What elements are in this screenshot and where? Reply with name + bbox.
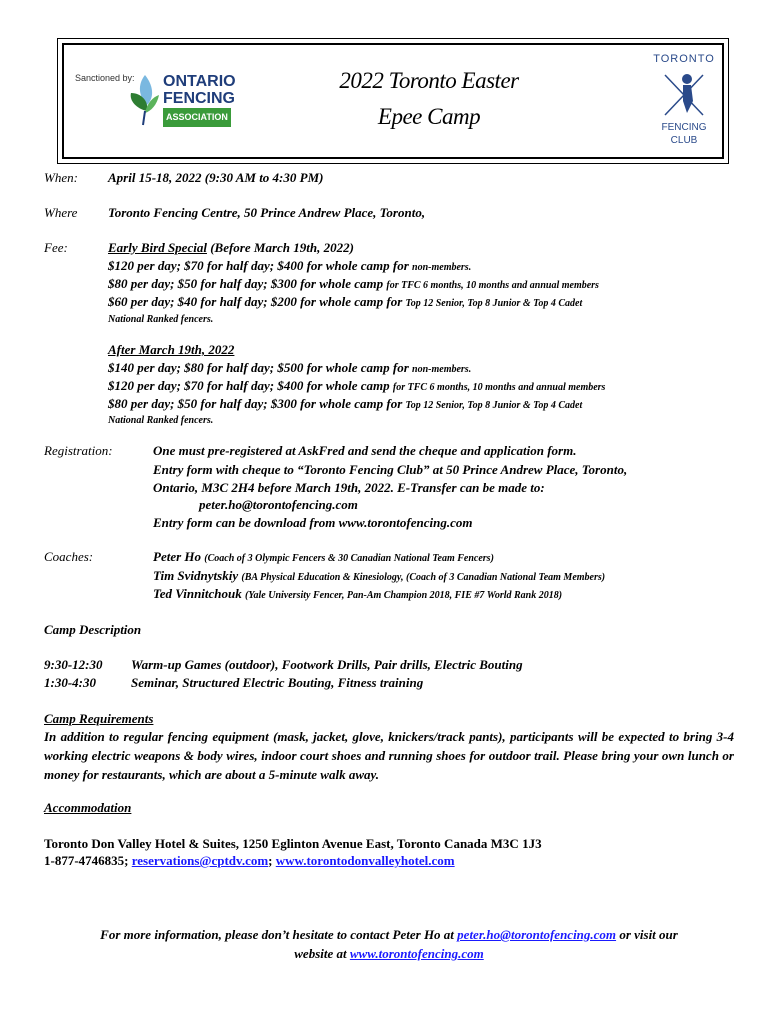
hotel-phone: 1-877-4746835;	[44, 853, 132, 868]
coach-name: Ted Vinnitchouk	[153, 586, 245, 601]
coach-note: (BA Physical Education & Kinesiology, (Coach of 3 Canadian National Team Members)	[241, 572, 606, 583]
fee-note: Top 12 Senior, Top 8 Junior & Top 4 Cadet	[405, 298, 583, 309]
schedule-time-1: 9:30-12:30	[44, 657, 103, 672]
ofa-word-fencing: FENCING	[163, 90, 235, 107]
where-value: Toronto Fencing Centre, 50 Prince Andrew Place, Toronto,	[108, 205, 426, 220]
ofa-word-ontario: ONTARIO	[163, 73, 236, 90]
registration-line-5: Entry form can be download from www.torontofencing.com	[153, 515, 473, 530]
early-fee-line-2	[108, 276, 599, 294]
hotel-separator: ;	[268, 853, 276, 868]
tfc-logo-club: CLUB	[670, 135, 698, 146]
footer-text-mid: or visit our	[616, 927, 678, 942]
hotel-email-link[interactable]: reservations@cptdv.com	[131, 853, 269, 868]
when-value: April 15-18, 2022 (9:30 AM to 4:30 PM)	[108, 170, 324, 185]
fee-note: for TFC 6 months, 10 months and annual members	[386, 280, 599, 291]
early-bird-date: (Before March 19th, 2022)	[206, 240, 354, 255]
after-fee-line-3	[108, 396, 582, 414]
footer-text-2: website at	[294, 946, 350, 961]
hotel-address: Toronto Don Valley Hotel & Suites, 1250 Eglinton Avenue East, Toronto Canada M3C 1J3	[44, 836, 542, 851]
fee-main: $80 per day; $50 for half day; $300 for whole camp	[108, 276, 387, 291]
early-bird-title: Early Bird Special	[108, 240, 207, 255]
fee-note: for TFC 6 months, 10 months and annual members	[392, 382, 606, 393]
registration-email: peter.ho@torontofencing.com	[199, 497, 358, 512]
hotel-contact-line	[44, 853, 455, 869]
fee-main: $140 per day; $80 for half day; $500 for whole camp for	[108, 360, 413, 375]
fee-main: $60 per day; $40 for half day; $200 for whole camp for	[108, 294, 406, 309]
title-line-1: 2022 Toronto Easter	[339, 68, 519, 93]
accommodation-heading: Accommodation	[44, 800, 132, 815]
fee-main: $120 per day; $70 for half day; $400 for whole camp	[108, 378, 393, 393]
footer-text: For more information, please don’t hesitate to contact Peter Ho at	[100, 927, 458, 942]
footer-line-2	[44, 944, 734, 963]
ofa-sanctioned-text: Sanctioned by:	[75, 73, 135, 83]
coach-tim-svidnytskiy	[153, 568, 605, 586]
coach-note: (Yale University Fencer, Pan-Am Champion 2018, FIE #7 World Rank 2018)	[245, 590, 563, 601]
header-box	[57, 38, 729, 164]
requirements-heading: Camp Requirements	[44, 711, 154, 726]
after-heading: After March 19th, 2022	[108, 342, 235, 357]
footer-note	[44, 925, 734, 963]
where-label: Where	[44, 205, 78, 220]
footer-email-link[interactable]: peter.ho@torontofencing.com	[457, 927, 617, 942]
coach-peter-ho	[153, 549, 494, 567]
camp-description-heading: Camp Description	[44, 622, 142, 637]
hotel-website-link[interactable]: www.torontodonvalleyhotel.com	[275, 853, 455, 868]
page-title	[264, 63, 594, 135]
registration-line-3: Ontario, M3C 2H4 before March 19th, 2022. E-Transfer can be made to:	[153, 480, 545, 495]
ofa-flower-icon	[125, 71, 165, 127]
after-fee-line-1	[108, 360, 471, 378]
tfc-logo-top-text: TORONTO	[653, 53, 715, 65]
after-fee-line-2	[108, 378, 605, 396]
header-inner-border	[62, 43, 724, 159]
tfc-logo-fencing: FENCING	[661, 122, 707, 133]
early-fee-wrap: National Ranked fencers.	[108, 314, 214, 325]
fee-label: Fee:	[44, 240, 68, 255]
coach-note: (Coach of 3 Olympic Fencers & 30 Canadian National Team Fencers)	[204, 553, 494, 564]
registration-line-2: Entry form with cheque to “Toronto Fencing Club” at 50 Prince Andrew Place, Toronto,	[153, 462, 628, 477]
coach-name: Tim Svidnytskiy	[153, 568, 242, 583]
requirements-text: In addition to regular fencing equipment (mask, jacket, glove, knickers/track pants), participants will be expected to bring 3-4 working electric weapons & body wires, indoor court shoes and running shoes for outdoor trail. Please bring your own lunch or money for restaurants, which are about a 5-minute walk away.	[44, 729, 734, 782]
schedule-activity-2: Seminar, Structured Electric Bouting, Fitness training	[131, 675, 424, 690]
fencer-icon	[661, 69, 707, 119]
schedule-activity-1: Warm-up Games (outdoor), Footwork Drills, Pair drills, Electric Bouting	[131, 657, 523, 672]
when-label: When:	[44, 170, 78, 185]
ofa-word-association: ASSOCIATION	[163, 108, 231, 127]
fee-note: non-members.	[412, 364, 472, 375]
footer-line-1	[44, 925, 734, 944]
fee-main: $80 per day; $50 for half day; $300 for whole camp for	[108, 396, 406, 411]
early-fee-line-1	[108, 258, 471, 276]
coaches-label: Coaches:	[44, 549, 94, 564]
coach-ted-vinnitchouk	[153, 586, 562, 604]
early-fee-line-3	[108, 294, 582, 312]
footer-website-link[interactable]: www.torontofencing.com	[349, 946, 484, 961]
registration-line-1: One must pre-registered at AskFred and send the cheque and application form.	[153, 443, 577, 458]
fee-note: Top 12 Senior, Top 8 Junior & Top 4 Cadet	[405, 400, 583, 411]
schedule-time-2: 1:30-4:30	[44, 675, 96, 690]
early-bird-heading	[108, 240, 354, 256]
registration-label: Registration:	[44, 443, 113, 458]
title-line-2: Epee Camp	[377, 104, 481, 129]
coach-name: Peter Ho	[153, 549, 205, 564]
fee-main: $120 per day; $70 for half day; $400 for whole camp for	[108, 258, 413, 273]
tfc-logo-bottom-text	[649, 121, 719, 147]
ofa-logo	[75, 61, 245, 131]
tfc-logo	[649, 49, 719, 159]
fee-note: non-members.	[412, 262, 472, 273]
after-fee-wrap: National Ranked fencers.	[108, 415, 214, 426]
